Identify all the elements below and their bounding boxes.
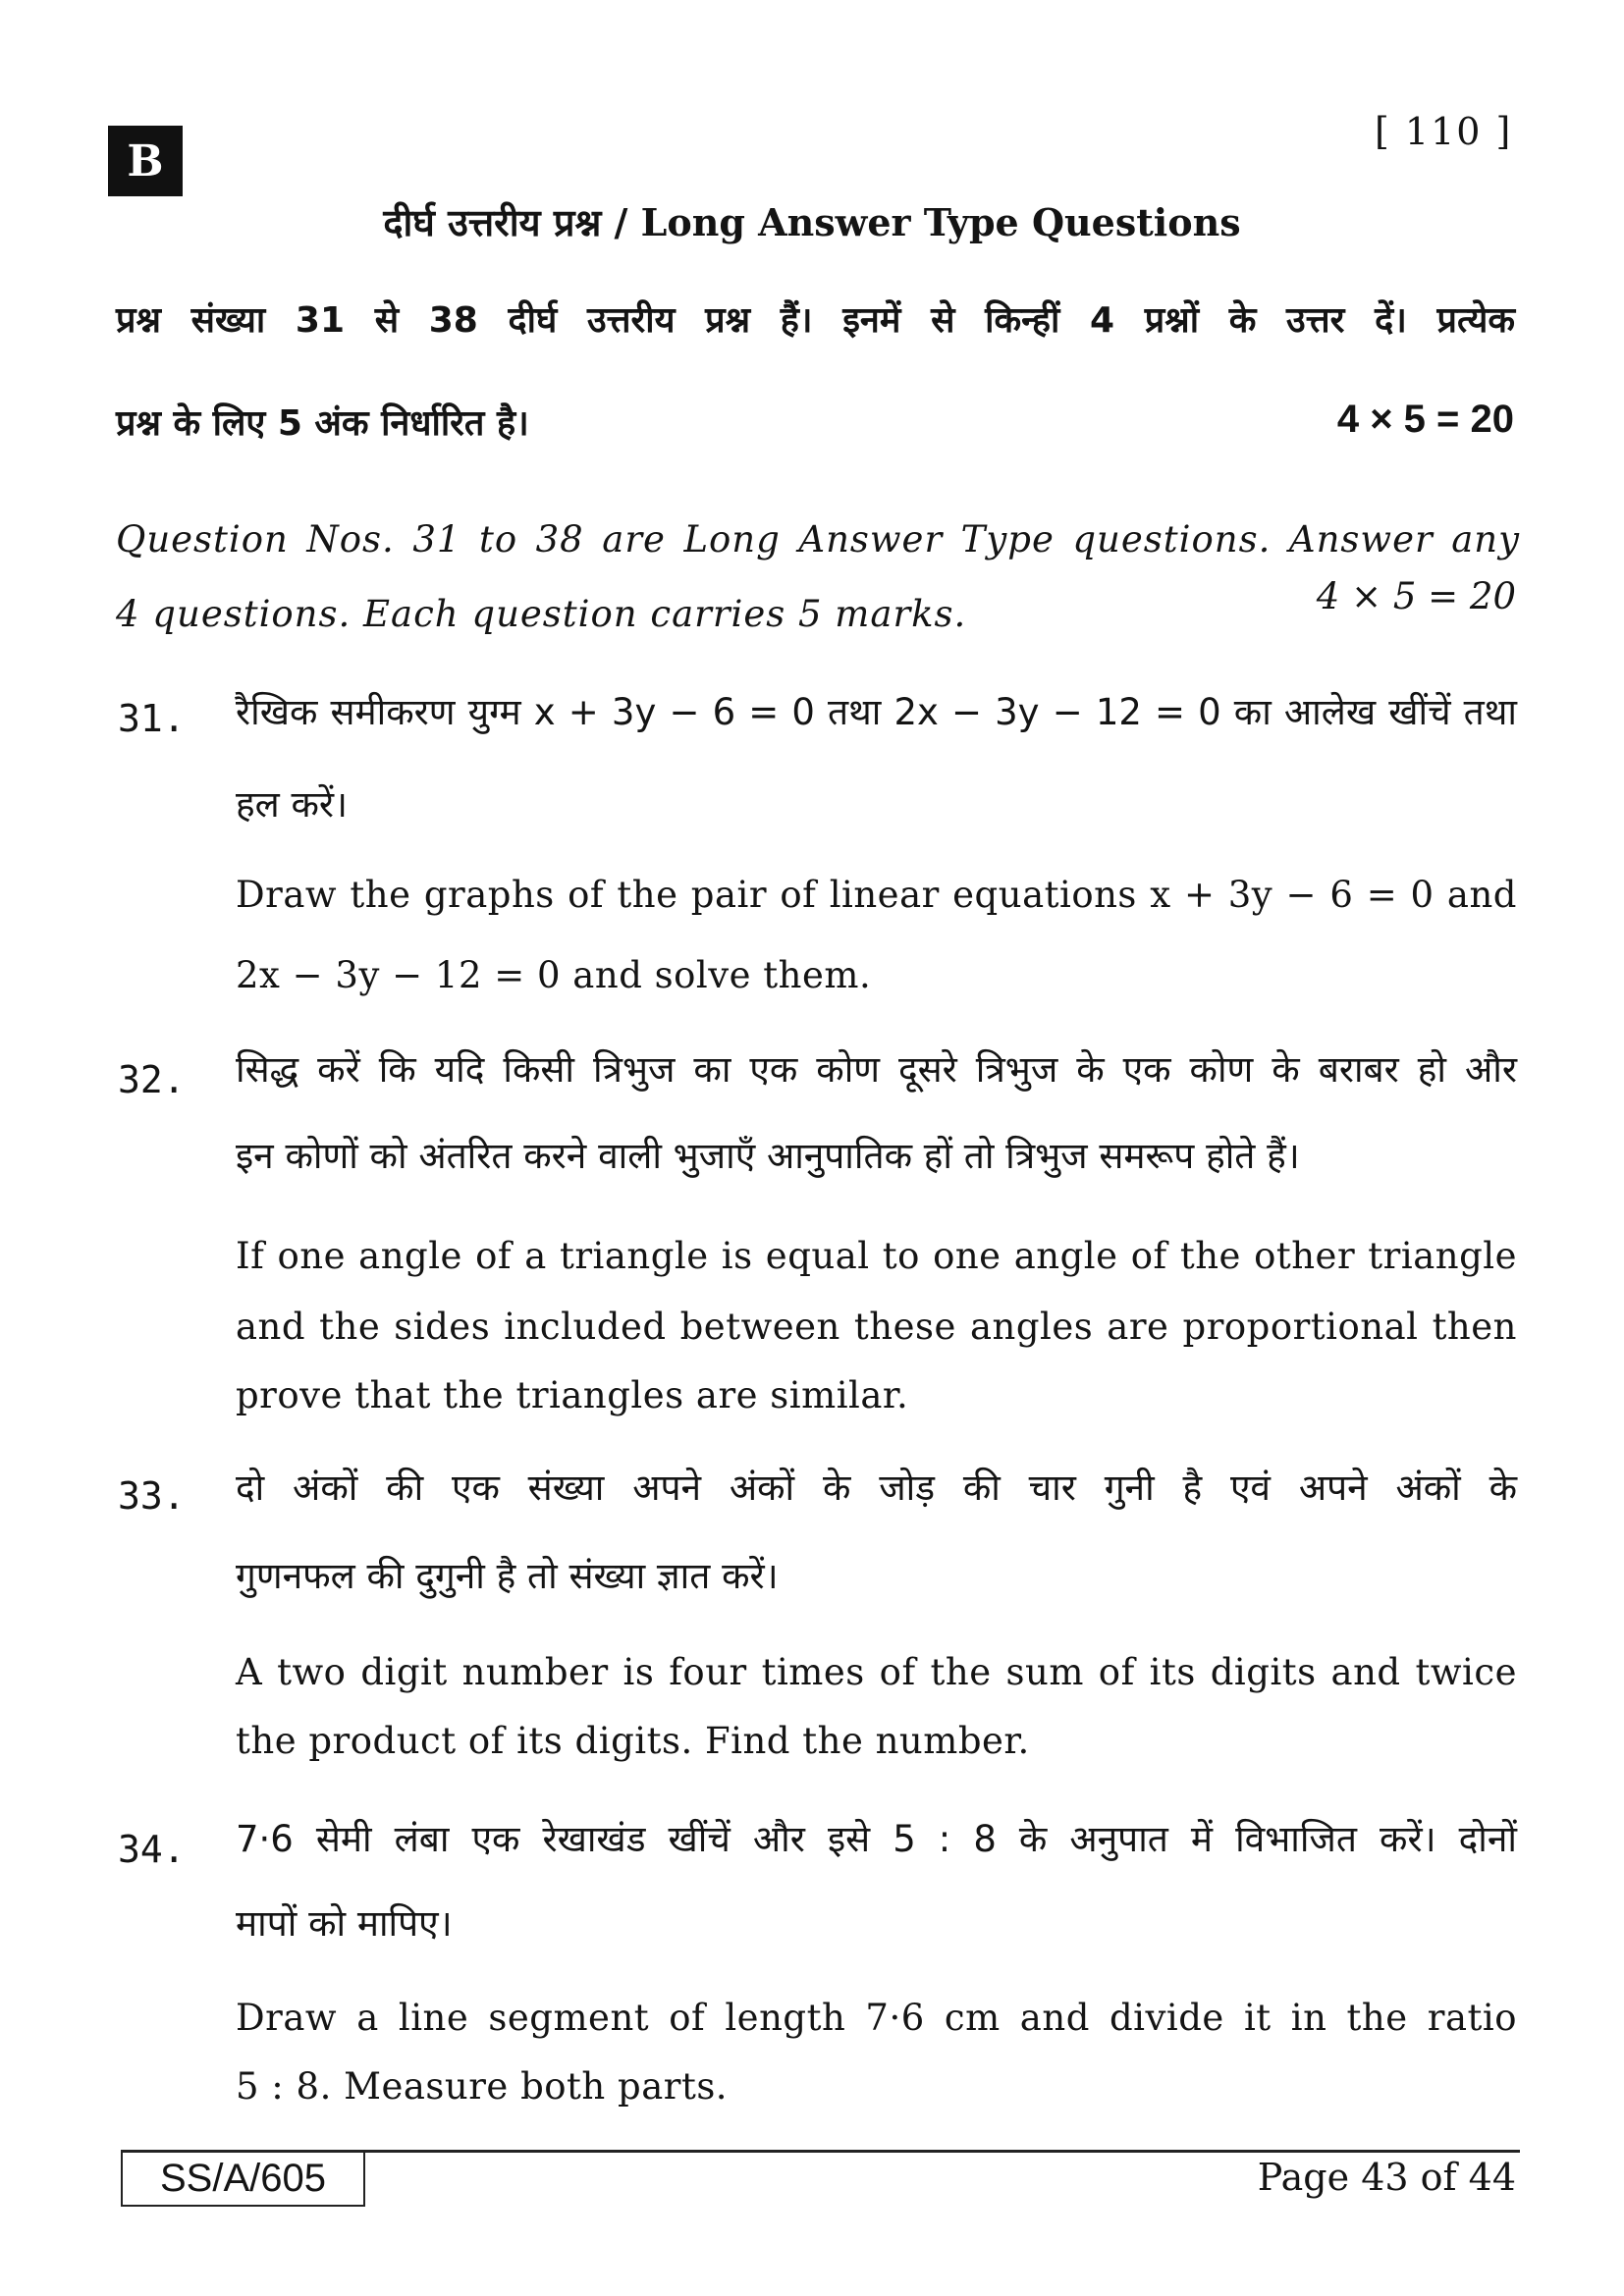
question-number: 32.	[118, 1058, 186, 1101]
section-badge: B	[108, 126, 183, 196]
question-hindi-line: सिद्ध करें कि यदि किसी त्रिभुज का एक कोण दूसरे त्रिभुज के एक कोण के बराबर हो और	[236, 1048, 1517, 1091]
section-title-hindi: दीर्घ उत्तरीय प्रश्न	[383, 201, 602, 244]
question-english-line: Draw the graphs of the pair of linear equations x + 3y − 6 = 0 and	[236, 874, 1517, 916]
question-number: 33.	[118, 1474, 186, 1518]
question-english-line: and the sides included between these angles are proportional then	[236, 1306, 1517, 1348]
question-number: 31.	[118, 697, 186, 740]
question-hindi-line: गुणनफल की दुगुनी है तो संख्या ज्ञात करें।	[236, 1555, 779, 1597]
section-title-separator: /	[601, 200, 641, 244]
page-code: [ 110 ]	[1375, 110, 1513, 153]
question-hindi-line: इन कोणों को अंतरित करने वाली भुजाएँ आनुपातिक हों तो त्रिभुज समरूप होते हैं।	[236, 1135, 1300, 1177]
instructions-hindi-line-1: प्रश्न संख्या 31 से 38 दीर्घ उत्तरीय प्रश्न हैं। इनमें से किन्हीं 4 प्रश्नों के उत्तर दें। प्रत्येक	[116, 300, 1515, 341]
question-hindi-line: दो अंकों की एक संख्या अपने अंकों के जोड़ की चार गुनी है एवं अपने अंकों के	[236, 1467, 1517, 1509]
question-english-line: prove that the triangles are similar.	[236, 1374, 909, 1416]
question-english-line: 5 : 8. Measure both parts.	[236, 2065, 729, 2108]
marks-hindi: 4 × 5 = 20	[1336, 398, 1514, 441]
question-english-line: A two digit number is four times of the sum of its digits and twice	[236, 1651, 1517, 1693]
question-hindi-line: मापों को मापिए।	[236, 1902, 453, 1945]
question-english-line: Draw a line segment of length 7·6 cm and divide it in the ratio	[236, 1997, 1517, 2039]
question-hindi-line: रैखिक समीकरण युग्म x + 3y − 6 = 0 तथा 2x − 3y − 12 = 0 का आलेख खींचें तथा	[236, 691, 1517, 733]
question-hindi-line: हल करें।	[236, 783, 349, 826]
page-number: Page 43 of 44	[1257, 2156, 1516, 2199]
instructions-english-line-2: 4 questions. Each question carries 5 marks.	[116, 593, 967, 635]
question-hindi-line: 7·6 सेमी लंबा एक रेखाखंड खींचें और इसे 5 : 8 के अनुपात में विभाजित करें। दोनों	[236, 1818, 1517, 1860]
marks-english: 4 × 5 = 20	[1316, 575, 1516, 617]
instructions-english-line-1: Question Nos. 31 to 38 are Long Answer Type questions. Answer any	[116, 518, 1520, 561]
section-title	[0, 196, 1624, 247]
question-english-line: the product of its digits. Find the number.	[236, 1720, 1030, 1762]
section-title-english: Long Answer Type Questions	[640, 200, 1241, 244]
instructions-hindi-line-2: प्रश्न के लिए 5 अंक निर्धारित है।	[116, 403, 529, 444]
question-english-line: 2x − 3y − 12 = 0 and solve them.	[236, 954, 872, 996]
question-number: 34.	[118, 1828, 186, 1871]
question-english-line: If one angle of a triangle is equal to one angle of the other triangle	[236, 1235, 1517, 1277]
paper-code-box: SS/A/605	[121, 2152, 365, 2207]
